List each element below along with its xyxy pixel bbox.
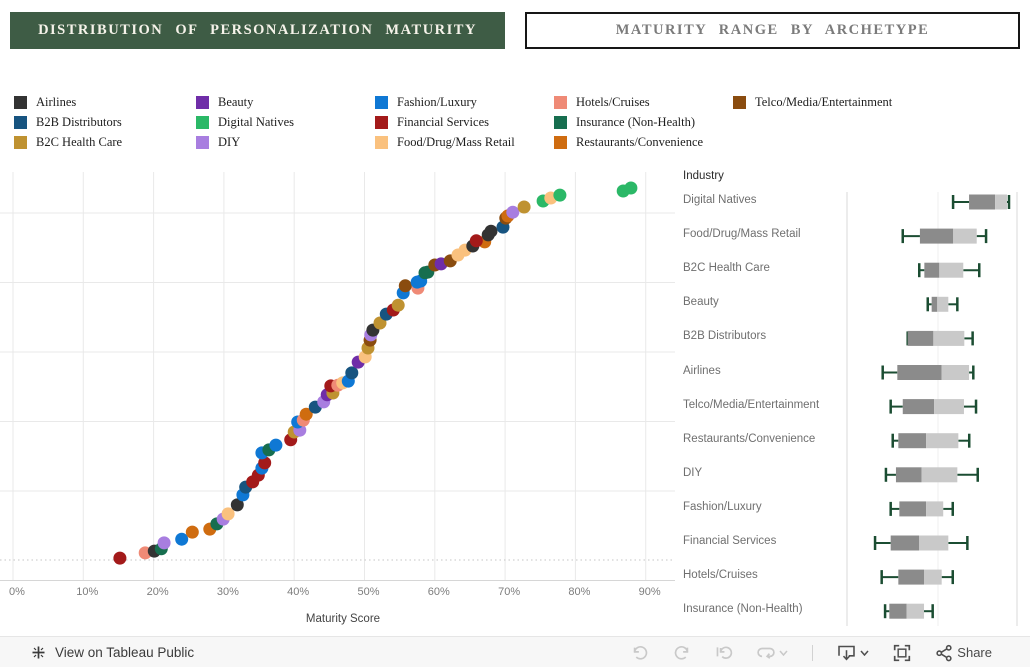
legend-item-label: Financial Services [397, 114, 489, 129]
box-plot-b2b-distributors[interactable] [908, 331, 973, 346]
legend-item-food-drug-mass-retail[interactable] [375, 132, 515, 152]
tableau-logo-icon [30, 644, 47, 661]
legend-item-label: Fashion/Luxury [397, 94, 477, 109]
box-row-label-b2b-distributors: B2B Distributors [683, 330, 767, 343]
box-row-label-hotels-cruises: Hotels/Cruises [683, 569, 758, 582]
x-axis-tick: 60% [427, 586, 450, 598]
x-axis-tick: 80% [568, 586, 591, 598]
legend-column [733, 92, 892, 112]
legend-swatch-icon [196, 136, 209, 149]
x-axis-tick: 10% [76, 586, 99, 598]
legend-item-label: Digital Natives [218, 114, 295, 129]
box-plot-hotels-cruises[interactable] [882, 570, 953, 585]
industry-color-legend [0, 92, 1030, 158]
legend-item-label: Hotels/Cruises [576, 94, 650, 109]
legend-swatch-icon [14, 136, 27, 149]
share-icon [935, 644, 953, 662]
maturity-scatter-chart [0, 170, 675, 582]
legend-swatch-icon [554, 136, 567, 149]
share-label: Share [957, 645, 992, 660]
legend-swatch-icon [196, 116, 209, 129]
box-plot-restaurants-convenience[interactable] [893, 433, 970, 448]
scatter-dot-b2c-health-care[interactable] [518, 201, 531, 214]
box-row-label-telco-media-entertainment: Telco/Media/Entertainment [683, 398, 820, 411]
fullscreen-button[interactable] [893, 644, 911, 662]
box-row-label-food-drug-mass-retail: Food/Drug/Mass Retail [683, 228, 801, 241]
chevron-down-icon [779, 650, 788, 656]
legend-item-restaurants-convenience[interactable] [554, 132, 703, 152]
box-row-label-digital-natives: Digital Natives [683, 194, 757, 206]
legend-column [196, 92, 294, 152]
box-plot-fashion-luxury[interactable] [891, 501, 953, 516]
reset-button[interactable] [715, 644, 733, 662]
x-axis-tick: 70% [498, 586, 521, 598]
legend-swatch-icon [14, 96, 27, 109]
scatter-dot-financial-services[interactable] [470, 234, 483, 247]
left-title-banner: DISTRIBUTION OF PERSONALIZATION MATURITY [10, 12, 505, 49]
box-row-label-fashion-luxury: Fashion/Luxury [683, 500, 762, 513]
scatter-dot-diy[interactable] [158, 536, 171, 549]
legend-item-hotels-cruises[interactable] [554, 92, 703, 112]
view-on-tableau-public-link[interactable] [30, 644, 194, 661]
download-button[interactable] [837, 644, 869, 662]
scatter-dot-b2c-health-care[interactable] [392, 299, 405, 312]
view-link-label: View on Tableau Public [55, 645, 195, 660]
box-plot-insurance-non-health[interactable] [885, 604, 933, 619]
box-row-label-b2c-health-care: B2C Health Care [683, 262, 770, 275]
refresh-icon [757, 644, 775, 662]
legend-column [554, 92, 703, 152]
redo-button[interactable] [673, 644, 691, 662]
box-row-label-restaurants-convenience: Restaurants/Convenience [683, 432, 816, 445]
legend-item-b2c-health-care[interactable] [14, 132, 122, 152]
refresh-button[interactable] [757, 644, 788, 662]
box-row-label-insurance-non-health: Insurance (Non-Health) [683, 603, 803, 616]
x-axis-title: Maturity Score [305, 613, 381, 625]
undo-button[interactable] [631, 644, 649, 662]
right-title-banner: MATURITY RANGE BY ARCHETYPE [525, 12, 1020, 49]
legend-swatch-icon [375, 116, 388, 129]
legend-swatch-icon [375, 136, 388, 149]
legend-item-label: Airlines [36, 94, 77, 109]
box-row-label-diy: DIY [683, 466, 703, 479]
redo-icon [673, 644, 691, 662]
legend-item-fashion-luxury[interactable] [375, 92, 515, 112]
legend-column [14, 92, 122, 152]
tableau-toolbar [0, 636, 1030, 667]
x-axis-tick: 0% [9, 586, 25, 598]
x-axis-tick: 50% [357, 586, 380, 598]
legend-item-insurance-non-health[interactable] [554, 112, 703, 132]
legend-item-digital-natives[interactable] [196, 112, 294, 132]
legend-item-label: Restaurants/Convenience [576, 134, 704, 149]
chevron-down-icon [860, 650, 869, 656]
legend-item-beauty[interactable] [196, 92, 294, 112]
legend-swatch-icon [733, 96, 746, 109]
undo-icon [631, 644, 649, 662]
scatter-dot-fashion-luxury[interactable] [175, 533, 188, 546]
legend-item-financial-services[interactable] [375, 112, 515, 132]
scatter-dot-restaurants-convenience[interactable] [186, 526, 199, 539]
scatter-dot-diy[interactable] [506, 206, 519, 219]
scatter-dot-telco-media-entertainment[interactable] [399, 279, 412, 292]
box-plot-digital-natives[interactable] [953, 195, 1009, 210]
box-plot-beauty[interactable] [928, 297, 958, 312]
legend-item-label: B2B Distributors [36, 114, 122, 129]
x-axis-tick: 20% [146, 586, 169, 598]
scatter-dot-fashion-luxury[interactable] [269, 439, 282, 452]
scatter-dot-digital-natives[interactable] [624, 182, 637, 195]
industry-column-header: Industry [683, 170, 724, 182]
legend-item-diy[interactable] [196, 132, 294, 152]
x-axis-ticks [0, 586, 675, 602]
legend-swatch-icon [375, 96, 388, 109]
scatter-dot-airlines[interactable] [485, 225, 498, 238]
legend-item-label: DIY [218, 134, 241, 149]
legend-item-b2b-distributors[interactable] [14, 112, 122, 132]
legend-item-label: Telco/Media/Entertainment [755, 94, 893, 109]
legend-item-label: Beauty [218, 94, 254, 109]
legend-swatch-icon [554, 116, 567, 129]
legend-item-telco-media-entertainment[interactable] [733, 92, 892, 112]
legend-swatch-icon [14, 116, 27, 129]
legend-item-label: Insurance (Non-Health) [576, 114, 696, 129]
legend-item-airlines[interactable] [14, 92, 122, 112]
box-plot-diy[interactable] [886, 467, 978, 482]
box-plot-financial-services[interactable] [875, 536, 967, 551]
fullscreen-icon [893, 644, 911, 662]
scatter-dot-b2b-distributors[interactable] [345, 366, 358, 379]
reset-icon [715, 644, 733, 662]
legend-swatch-icon [554, 96, 567, 109]
box-plot-airlines[interactable] [883, 365, 974, 380]
box-plot-telco-media-entertainment[interactable] [891, 399, 976, 414]
x-axis-tick: 30% [216, 586, 239, 598]
legend-column [375, 92, 515, 152]
legend-item-label: Food/Drug/Mass Retail [397, 134, 515, 149]
maturity-range-box-chart [680, 168, 1025, 630]
x-axis-tick: 90% [638, 586, 661, 598]
legend-item-label: B2C Health Care [36, 134, 123, 149]
download-icon [837, 644, 856, 662]
legend-swatch-icon [196, 96, 209, 109]
box-plot-b2c-health-care[interactable] [919, 263, 979, 278]
toolbar-separator [812, 645, 813, 661]
scatter-dot-financial-services[interactable] [113, 552, 126, 565]
share-button[interactable] [935, 644, 992, 662]
box-row-label-beauty: Beauty [683, 296, 719, 309]
x-axis-tick: 40% [287, 586, 310, 598]
box-plot-food-drug-mass-retail[interactable] [903, 229, 986, 244]
scatter-dot-digital-natives[interactable] [553, 189, 566, 202]
box-row-label-airlines: Airlines [683, 364, 721, 377]
box-row-label-financial-services: Financial Services [683, 535, 777, 547]
